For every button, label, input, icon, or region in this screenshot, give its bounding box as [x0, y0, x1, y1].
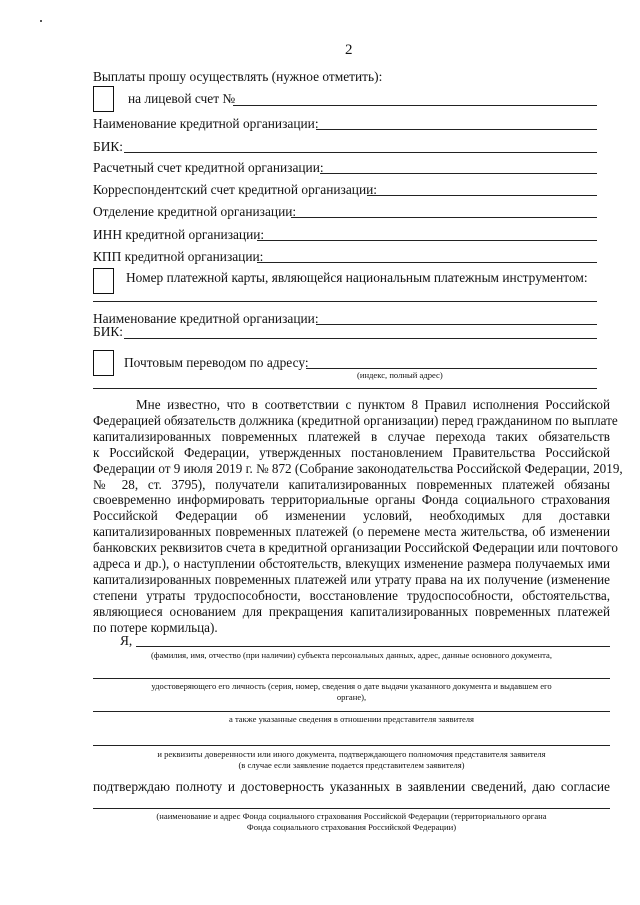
inn-line[interactable]: [257, 240, 597, 241]
kpp-line[interactable]: [257, 262, 597, 263]
representative-line[interactable]: [93, 711, 610, 712]
identity-doc-hint: удостоверяющего его личность (серия, номер, сведения о дате выдачи указанного документа и выдавшем его: [151, 681, 552, 691]
notice-line: капитализированных повременных платежей (о перемене места жительства, об изменении: [93, 524, 610, 540]
settlement-account-label: Расчетный счет кредитной организации:: [93, 160, 324, 175]
notice-line: Федерацией обязательств должника (кредитной организации) перед гражданином по выплате: [93, 412, 618, 428]
payment-heading: Выплаты прошу осуществлять (нужное отметить):: [93, 69, 383, 84]
account-number-line[interactable]: [233, 105, 597, 106]
fund-hint: (наименование и адрес Фонда социального страхования Российской Федерации (территориального органа: [156, 811, 547, 821]
power-of-attorney-hint-2: (в случае если заявление подается представителем заявителя): [238, 760, 465, 770]
inn-label: ИНН кредитной организации:: [93, 227, 265, 242]
postal-address-line-2[interactable]: [93, 388, 597, 389]
bik-label: БИК:: [93, 139, 124, 154]
notice-line: своевременно информировать территориальные органы Фонда социального страхования: [93, 492, 610, 508]
confirm-text: подтверждаю полноту и достоверность указанных в заявлении сведений, даю согласие: [93, 779, 610, 794]
account-checkbox[interactable]: [93, 86, 114, 112]
notice-line: к Российской Федерации, утвержденных постановлением Правительства Российской: [93, 444, 610, 460]
fund-line[interactable]: [93, 808, 610, 809]
settlement-account-line[interactable]: [320, 173, 597, 174]
notice-line: капитализированных повременных платежей или утрату права на их получение (изменение: [93, 571, 610, 587]
kpp-label: КПП кредитной организации:: [93, 249, 264, 264]
notice-line: являющиеся основанием для прекращения капитализированных повременных платежей: [93, 603, 610, 619]
card-number-line[interactable]: [93, 301, 597, 302]
notice-line: Федерации от 9 июля 2019 г. № 872 (Собрание законодательства Российской Федерации, 2019,: [93, 460, 623, 476]
bank-name-label: Наименование кредитной организации:: [93, 116, 319, 131]
notice-line: адреса и др.), о наступлении обстоятельств, влекущих изменение размера получаемых ими: [93, 556, 610, 572]
card-bik-label: БИК:: [93, 324, 124, 339]
notice-line: степени утраты трудоспособности, восстановление трудоспособности, обстоятельства,: [93, 587, 610, 603]
card-checkbox[interactable]: [93, 268, 114, 294]
bank-name-line[interactable]: [316, 129, 597, 130]
postal-hint: (индекс, полный адрес): [357, 370, 443, 380]
postal-checkbox[interactable]: [93, 350, 114, 376]
postal-address-line[interactable]: [306, 368, 597, 369]
card-bank-name-line[interactable]: [316, 324, 597, 325]
postal-label: Почтовым переводом по адресу:: [124, 355, 309, 370]
notice-line: Российской Федерации об изменении условий, необходимых для доставки: [93, 508, 610, 524]
identity-doc-hint-2: органе),: [336, 692, 367, 702]
card-bik-line[interactable]: [124, 338, 597, 339]
notice-line: по потере кормильца).: [93, 619, 218, 635]
identity-doc-line[interactable]: [93, 678, 610, 679]
consent-ya: Я,: [120, 633, 133, 648]
notice-line: банковских реквизитов счета в кредитной организации Российской Федерации или почтового: [93, 540, 618, 556]
bik-line[interactable]: [124, 152, 597, 153]
notice-line: Мне известно, что в соответствии с пунктом 8 Правил исполнения Российской: [136, 397, 610, 412]
power-of-attorney-line[interactable]: [93, 745, 610, 746]
notice-line: капитализированных повременных платежей в случае перехода таких обязательств: [93, 428, 610, 444]
power-of-attorney-hint: и реквизиты доверенности или иного документа, подтверждающего полномочия представителя заявителя: [157, 749, 546, 759]
notice-line: № 28, ст. 3795), получатели капитализированных повременных платежей обязаны: [93, 476, 610, 492]
corr-account-line[interactable]: [367, 195, 597, 196]
fund-hint-2: Фонда социального страхования Российской Федерации): [246, 822, 457, 832]
page-number: 2: [345, 42, 353, 58]
corr-account-label: Корреспондентский счет кредитной организации:: [93, 182, 378, 197]
applicant-hint: (фамилия, имя, отчество (при наличии) субъекта персональных данных, адрес, данные основного документа,: [151, 650, 552, 660]
card-bank-name-label: Наименование кредитной организации:: [93, 311, 319, 326]
bank-branch-line[interactable]: [291, 217, 597, 218]
scan-speck: [40, 20, 42, 22]
representative-hint: а также указанные сведения в отношении представителя заявителя: [228, 714, 475, 724]
bank-branch-label: Отделение кредитной организации:: [93, 204, 297, 219]
card-label: Номер платежной карты, являющейся национальным платежным инструментом:: [126, 270, 588, 285]
applicant-line[interactable]: [136, 646, 610, 647]
notice-paragraph: [93, 397, 623, 636]
account-label: на лицевой счет №: [128, 91, 236, 106]
